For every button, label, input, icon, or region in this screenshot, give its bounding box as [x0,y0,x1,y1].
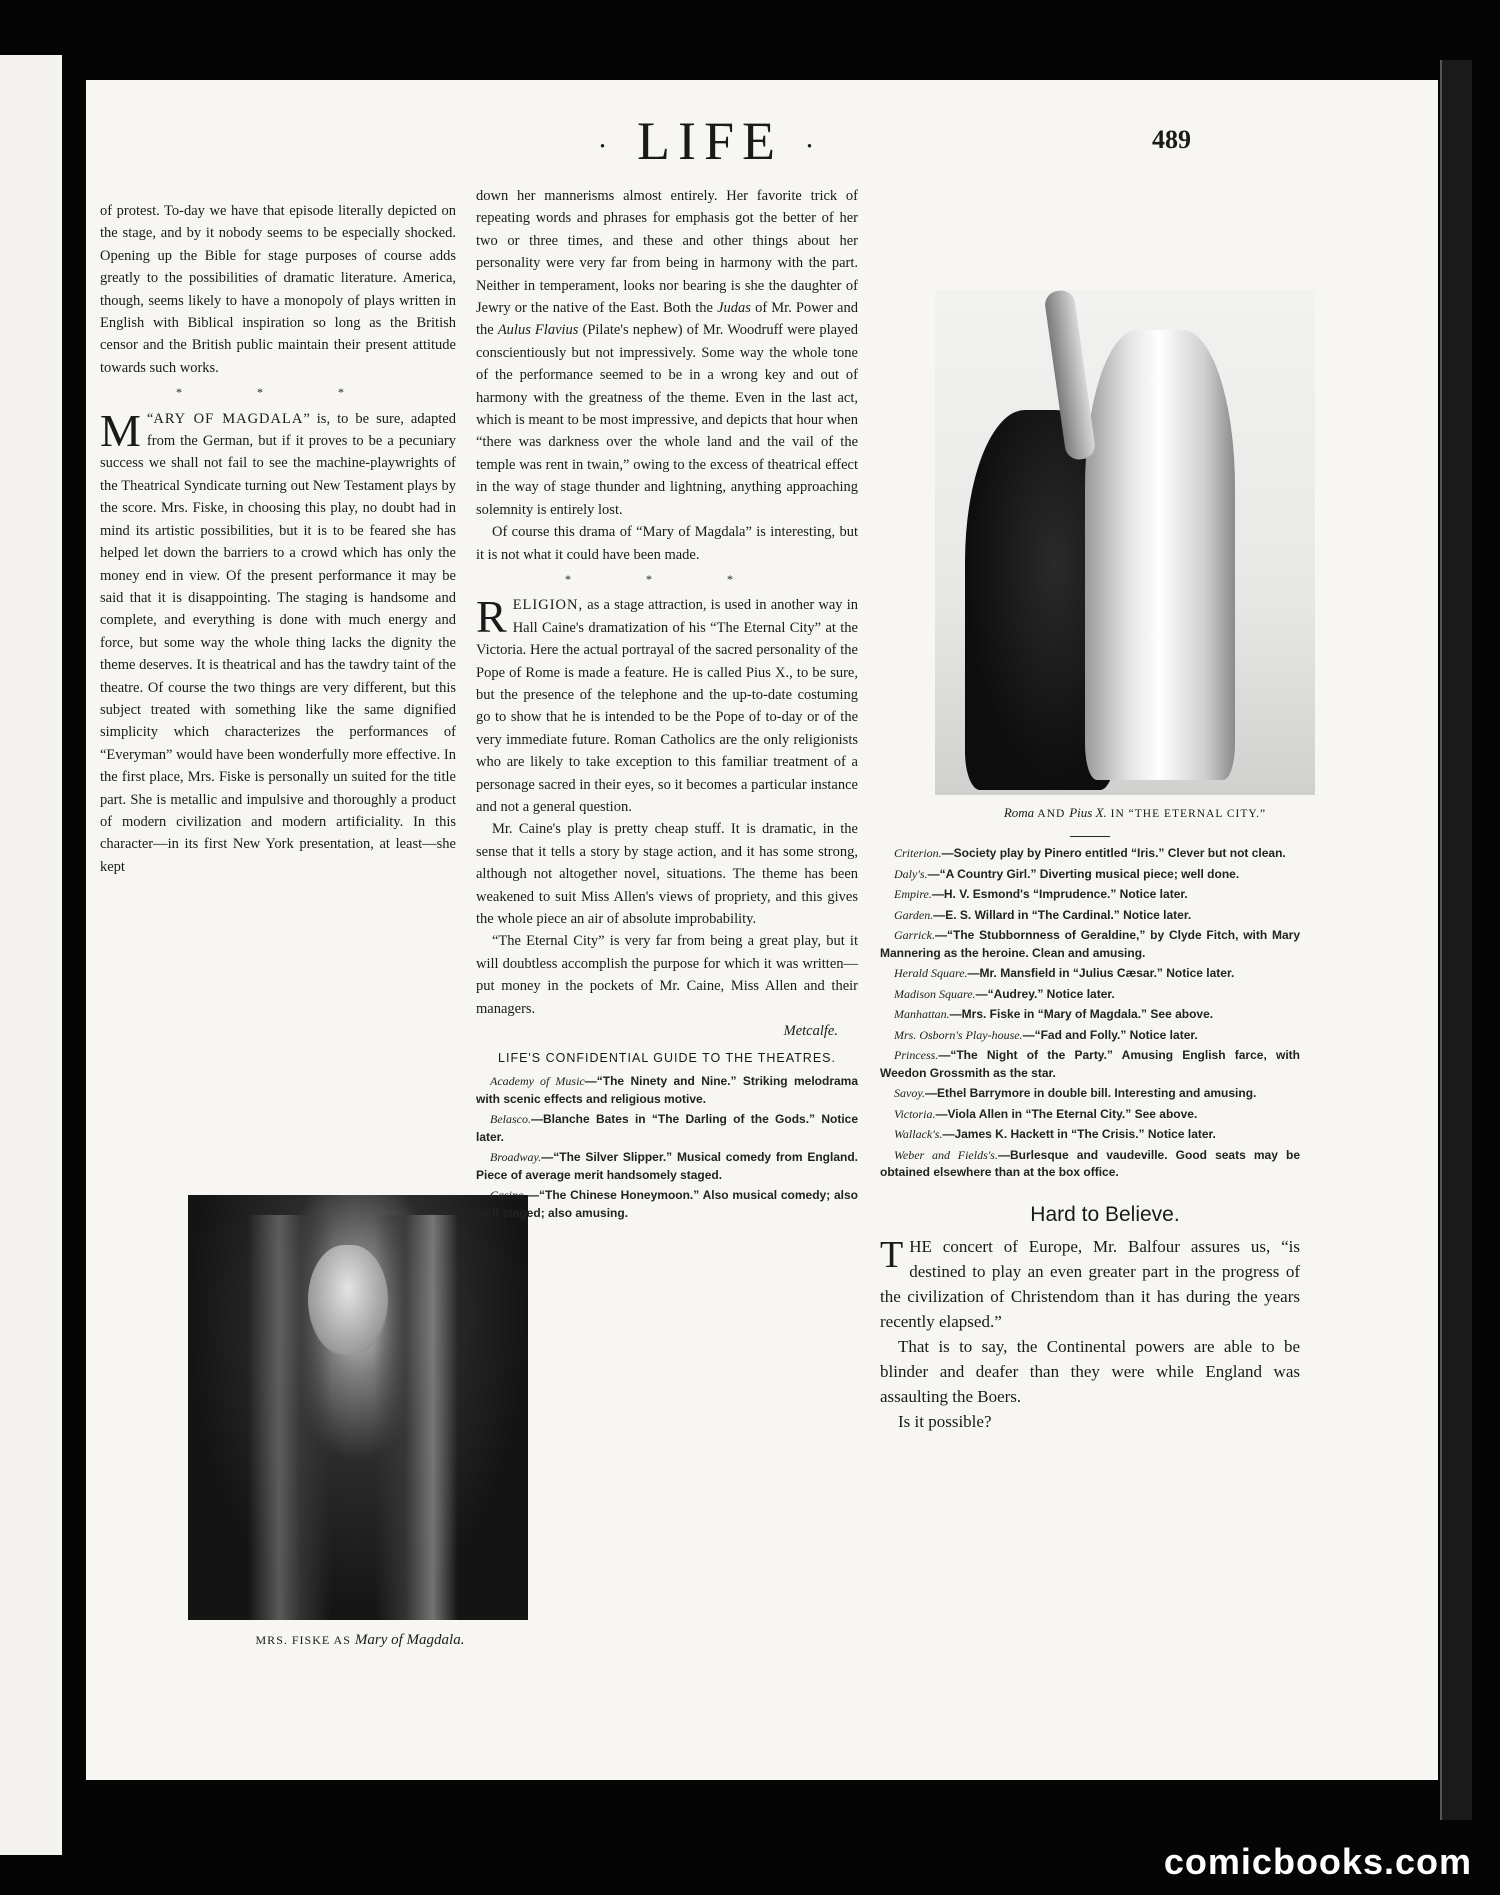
open-quote: “ [146,410,154,427]
caption-and: AND [1037,808,1066,820]
guide-entry-text: —“The Chinese Honeymoon.” Also musical comedy; also well staged; also amusing. [476,1188,858,1220]
guide-entry-text: —Burlesque and vaudeville. Good seats may be obtained elsewhere than at the box office. [880,1147,1300,1179]
photo-figure-pius [1085,330,1235,780]
guide-entry [880,1085,1300,1103]
guide-entry-text: —“The Ninety and Nine.” Striking melodrama with scenic effects and religious motive. [476,1074,859,1106]
col1-paragraph-1: of protest. To-day we have that episode literally depicted on the stage, and by it nobody seems to be especially shocked. Opening up the Bible for stage purposes of course adds greatly to the possibilities of dramatic literature. America, though, seems likely to have a monopoly of plays written in English with Biblical inspiration so long as the British censor and the British public maintain their present attitude towards such works. [100,203,456,376]
guide-theatre-name: Victoria. [894,1106,936,1121]
adjacent-page-edge [0,55,62,1855]
guide-entry-text: —H. V. Esmond's “Imprudence.” Notice later. [931,887,1188,901]
role-aulus-flavius: Aulus Flavius [497,322,579,339]
guide-theatre-name: Garrick. [894,928,935,942]
theatre-guide-part-1 [476,1073,858,1222]
guide-theatre-name: Criterion. [894,846,942,860]
photo-roma-caption [945,805,1325,821]
column-3 [880,830,1300,1434]
col1-paragraph-2-text: ” is, to be sure, adapted from the German, but if it proves to be a pecuniary success we shall not fail to see the machine-playwrights of the Theatrical Syndicate turning out New Testament plays by the score. Mrs. Fiske, in choosing this play, no doubt had in mind its artistic possibilities, but it is to be feared she has helped let down the barriers to a crowd which has only the money end in view. Of the present performance it may be said that it is disappointing. The staging is handsome and complete, and everything is done with much energy and force, but some way the whole thing lacks the dignity the theme deserves. It is theatrical and has the tawdry taint of the theatre. Of course the two things are very different, but this subject treated with something like the same dignified simplicity which characterizes the performances of “Everyman” would have been wonderfully more effective. In the first place, Mrs. Fiske is personally un suited for the title part. She is metallic and impulsive and thoroughly a product of modern civilization and modern artificiality. In this character—in its first New York presentation, at least—she kept [100,410,456,875]
col2-paragraph-2: Of course this drama of “Mary of Magdala” is interesting, but it is not what it could have been made. [476,524,858,563]
theatre-guide-title: LIFE'S CONFIDENTIAL GUIDE TO THE THEATRES. [498,1051,836,1066]
religion-smallcaps: ELIGION, [512,597,584,614]
column-2 [476,185,858,1225]
page-number: 489 [1152,125,1191,154]
col2-p3-text: as a stage attraction, is used in another way in Hall Caine's dramatization of his “The Eternal City” at the Victoria. Here the actual portrayal of the sacred personality of the Pope of Rome is made a feature. He is called Pius X., to be sure, but the presence of the telephone and the up-to-date costuming go to show that he is intended to be the Pope of to-day or of the very immediate future. Roman Catholics are the only religionists who are likely to take exception to this familiar treatment of a personage sacred in their eyes, so it becomes a particular instance and not a general question. [476,597,858,815]
guide-theatre-name: Manhattan. [894,1007,950,1021]
play-title-smallcaps: ARY OF MAGDALA [153,410,304,427]
guide-theatre-name: Savoy. [894,1086,925,1100]
watermark-comicbooks: comicbooks.com [1163,1841,1472,1882]
col2-paragraph-4: Mr. Caine's play is pretty cheap stuff. It is dramatic, in the sense that it tells a story by stage action, and it has some strong, although not altogether novel, situations. The theme has been weakened to suit Miss Allen's views of propriety, and this gives the whole piece an air of absolute improbability. [476,821,858,927]
guide-entry [880,1006,1300,1024]
guide-entry-text: —Viola Allen in “The Eternal City.” See above. [935,1106,1198,1121]
guide-theatre-name: Casino. [490,1188,528,1203]
guide-theatre-name: Herald Square. [894,966,968,980]
drop-cap-t: T [880,1233,904,1276]
guide-entry-text: —Mrs. Fiske in “Mary of Magdala.” See above. [949,1007,1214,1021]
guide-theatre-name: Madison Square. [894,986,976,1001]
col2-p1-start: down her mannerisms almost entirely. Her favorite trick of repeating words and phrases for emphasis got the better of her two or three times, and these and other things about her personality were very far from being in harmony with the part. Neither in temperament, looks nor bearing is she the daughter of Jewry or the native of the East. Both the [476,188,858,317]
column-1 [100,200,456,878]
masthead-dot-right: · [804,129,823,163]
guide-entry [880,886,1300,904]
hard-to-believe-title: Hard to Believe. [1030,1202,1180,1226]
col2-paragraph-3 [476,591,858,818]
guide-entry-text: —Ethel Barrymore in double bill. Interesting and amusing. [925,1086,1257,1100]
guide-entry-text: —“The Silver Slipper.” Musical comedy from England. Piece of average merit handsomely staged. [476,1150,858,1182]
drop-cap-m: M [100,404,141,456]
caption-role: Mary of Magdala. [354,1632,465,1648]
col2-paragraph-5: “The Eternal City” is very far from being a great play, but it will doubtless accomplish the purpose for which it was written—put money in the pockets of Mr. Caine, Miss Allen and their managers. [476,933,858,1017]
guide-entry [880,1047,1300,1082]
photo-roma-and-pius [935,290,1315,795]
guide-entry-text: —Society play by Pinero entitled “Iris.” Clever but not clean. [941,846,1286,860]
hard-paragraph-3: Is it possible? [898,1411,992,1431]
guide-entry [476,1073,858,1108]
guide-theatre-name: Princess. [894,1048,939,1062]
guide-entry [880,1126,1300,1144]
guide-entry [880,845,1300,863]
guide-entry-text: —E. S. Willard in “The Cardinal.” Notice later. [933,907,1192,922]
author-signature: Metcalfe. [783,1023,838,1040]
divider-rule [1070,836,1110,837]
guide-theatre-name: Wallack's. [894,1127,943,1141]
guide-theatre-name: Belasco. [490,1112,531,1127]
hard-to-believe-body [880,1234,1300,1434]
guide-entry [476,1149,858,1184]
section-separator: * * * [176,385,380,400]
guide-entry [880,1106,1300,1124]
guide-entry-text: —“Fad and Folly.” Notice later. [1022,1027,1198,1042]
guide-entry [880,927,1300,962]
hard-paragraph-2: That is to say, the Continental powers are able to be blinder and deafer than they were while England was assaulting the Boers. [880,1336,1300,1406]
guide-entry [476,1187,858,1222]
guide-theatre-name: Garden. [894,907,934,922]
photo-mrs-fiske [188,1195,528,1620]
guide-theatre-name: Empire. [894,887,932,901]
guide-entry [880,965,1300,983]
guide-entry-text: —“A Country Girl.” Diverting musical piece; well done. [927,866,1240,881]
masthead-dot-left: · [597,129,616,163]
masthead [560,110,860,172]
role-judas: Judas [717,300,751,317]
guide-entry-text: —“The Night of the Party.” Amusing English farce, with Weedon Grossmith as the star. [880,1048,1300,1080]
guide-entry [880,986,1300,1004]
photo-fiske-caption [170,1632,550,1649]
guide-theatre-name: Broadway. [490,1150,542,1165]
guide-entry-text: —“Audrey.” Notice later. [975,986,1115,1001]
binding-edge [1440,60,1472,1820]
guide-entry [476,1111,858,1146]
guide-entry-text: —Mr. Mansfield in “Julius Cæsar.” Notice later. [967,966,1235,980]
guide-entry-text: —James K. Hackett in “The Crisis.” Notice later. [942,1127,1216,1141]
guide-entry [880,1147,1300,1182]
hard-paragraph-1 [880,1234,1300,1334]
guide-entry [880,907,1300,925]
caption-rest: IN “THE ETERNAL CITY.” [1110,808,1267,820]
guide-entry-text: —Blanche Bates in “The Darling of the Gods.” Notice later. [476,1112,858,1144]
theatre-guide-part-2 [880,845,1300,1182]
caption-pius: Pius X. [1069,805,1107,820]
guide-theatre-name: Academy of Music [490,1074,585,1089]
caption-prefix: MRS. FISKE AS [255,1633,351,1647]
col1-paragraph-2 [100,404,456,879]
guide-theatre-name: Mrs. Osborn's Play-house. [894,1027,1023,1042]
col2-p1-end: (Pilate's nephew) of Mr. Woodruff were played conscientiously but not impressively. Some way the whole tone of the performance seemed to be in a wrong key and out of harmony with the greatness of the theme. Even in the last act, which is meant to be most impressive, and depicts that hour when “there was darkness over the whole land and the vail of the temple was rent in twain,” owing to the excess of theatrical effect in the way of stage thunder and lightning, anything approaching solemnity is entirely lost. [476,322,858,518]
guide-entry-text: —“The Stubbornness of Geraldine,” by Clyde Fitch, with Mary Mannering as the heroine. Clean and amusing. [880,928,1300,960]
photo-face-shading [308,1245,388,1355]
guide-entry [880,1027,1300,1045]
guide-theatre-name: Daly's. [894,866,928,881]
section-separator-2: * * * [565,571,769,586]
caption-roma: Roma [1003,805,1035,820]
col2-paragraph-1 [476,185,858,521]
masthead-title: LIFE [637,111,783,171]
guide-theatre-name: Weber and Fields's. [894,1147,998,1162]
col2-p1-mid: of Mr. Power and the [476,300,858,339]
hard-p1-text: HE concert of Europe, Mr. Balfour assures us, “is destined to play an even greater part in the progress of the civilization of Christendom than it has during the years recently elapsed.” [880,1236,1300,1331]
guide-entry [880,866,1300,884]
drop-cap-r: R [476,591,507,643]
